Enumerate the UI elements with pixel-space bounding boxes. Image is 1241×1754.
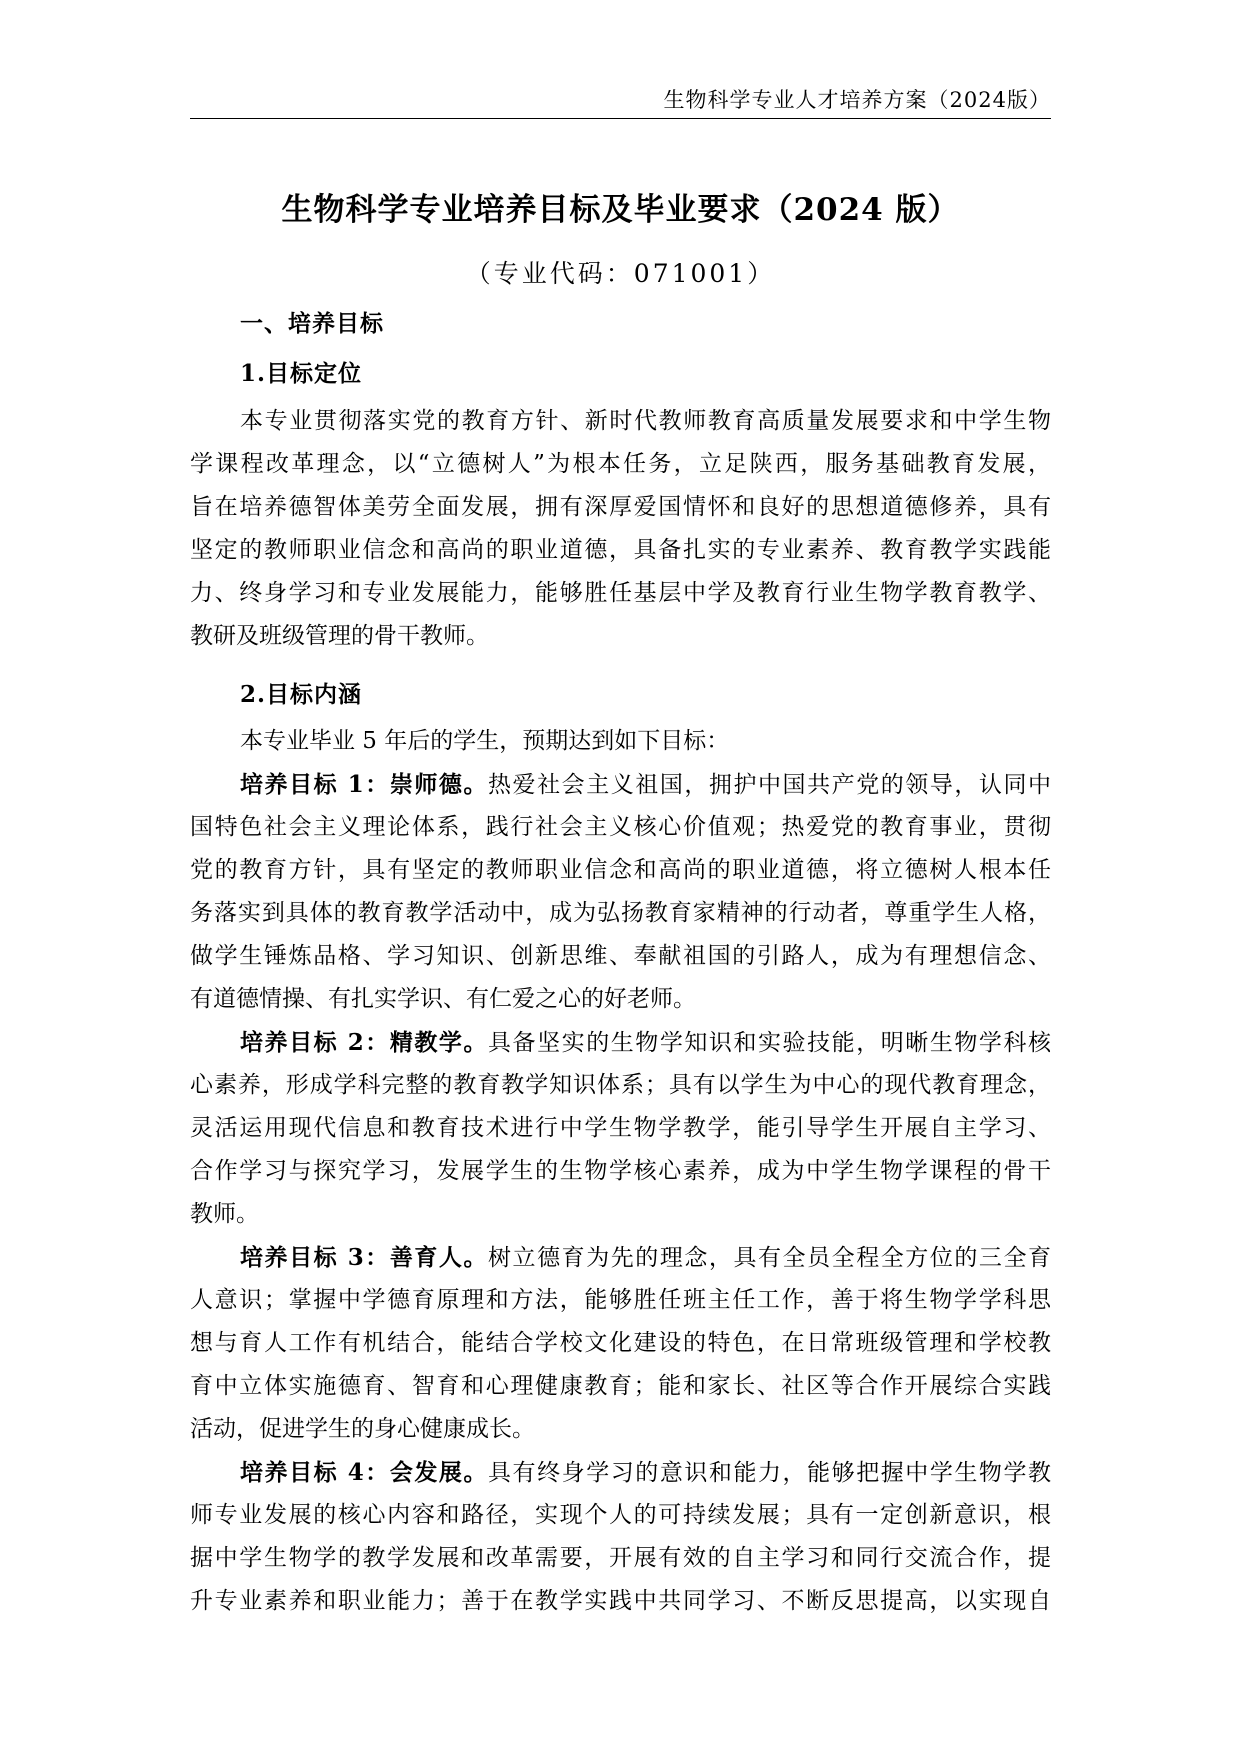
paragraph-line: 灵活运用现代信息和教育技术进行中学生物学教学，能引导学生开展自主学习、 bbox=[190, 1115, 1051, 1141]
paragraph-line: 活动，促进学生的身心健康成长。 bbox=[190, 1416, 535, 1442]
subsection-heading-goal-positioning: 1.目标定位 bbox=[240, 360, 363, 387]
goal-2-text: 具备坚实的生物学知识和实验技能，明晰生物学科核 bbox=[488, 1030, 1051, 1056]
paragraph-line: 务落实到具体的教育教学活动中，成为弘扬教育家精神的行动者，尊重学生人格， bbox=[190, 900, 1051, 926]
goal-2-first-line bbox=[190, 1021, 1051, 1064]
paragraph-line: 据中学生物学的教学发展和改革需要，开展有效的自主学习和同行交流合作，提 bbox=[190, 1545, 1051, 1571]
goals-block bbox=[190, 720, 1051, 1623]
goal-3-label: 培养目标 3：善育人。 bbox=[240, 1244, 489, 1271]
document-title: 生物科学专业培养目标及毕业要求（2024 版） bbox=[281, 192, 960, 228]
running-header: 生物科学专业人才培养方案（2024版） bbox=[663, 88, 1051, 112]
paragraph-line: 合作学习与探究学习，发展学生的生物学核心素养，成为中学生物学课程的骨干 bbox=[190, 1158, 1051, 1184]
goal-1-label: 培养目标 1：崇师德。 bbox=[240, 771, 489, 798]
paragraph-line: 人意识；掌握中学德育原理和方法，能够胜任班主任工作，善于将生物学学科思 bbox=[190, 1287, 1051, 1313]
paragraph-line: 力、终身学习和专业发展能力，能够胜任基层中学及教育行业生物学教育教学、 bbox=[190, 580, 1051, 606]
paragraph-line: 心素养，形成学科完整的教育教学知识体系；具有以学生为中心的现代教育理念， bbox=[190, 1072, 1051, 1098]
paragraph-line: 教师。 bbox=[190, 1201, 259, 1227]
goal-positioning-paragraph bbox=[190, 400, 1051, 658]
paragraph-line: 育中立体实施德育、智育和心理健康教育；能和家长、社区等合作开展综合实践 bbox=[190, 1373, 1051, 1399]
goal-1-first-line bbox=[190, 763, 1051, 806]
paragraph-line: 有道德情操、有扎实学识、有仁爱之心的好老师。 bbox=[190, 986, 696, 1012]
section-heading-training-goals: 一、培养目标 bbox=[240, 310, 384, 337]
goal-4-label: 培养目标 4：会发展。 bbox=[240, 1459, 489, 1486]
paragraph-line: 坚定的教师职业信念和高尚的职业道德，具备扎实的专业素养、教育教学实践能 bbox=[190, 537, 1051, 563]
goal-1-text: 热爱社会主义祖国，拥护中国共产党的领导，认同中 bbox=[488, 772, 1051, 798]
goal-4-text: 具有终身学习的意识和能力，能够把握中学生物学教 bbox=[488, 1460, 1051, 1486]
paragraph-line: 本专业贯彻落实党的教育方针、新时代教师教育高质量发展要求和中学生物 bbox=[240, 408, 1051, 434]
paragraph-line: 升专业素养和职业能力；善于在教学实践中共同学习、不断反思提高，以实现自 bbox=[190, 1588, 1051, 1614]
paragraph-line: 党的教育方针，具有坚定的教师职业信念和高尚的职业道德，将立德树人根本任 bbox=[190, 857, 1051, 883]
paragraph-line: 国特色社会主义理论体系，践行社会主义核心价值观；热爱党的教育事业，贯彻 bbox=[190, 814, 1051, 840]
subsection-heading-goal-connotation: 2.目标内涵 bbox=[240, 681, 363, 708]
paragraph-line: 旨在培养德智体美劳全面发展，拥有深厚爱国情怀和良好的思想道德修养，具有 bbox=[190, 494, 1051, 520]
paragraph-line: 教研及班级管理的骨干教师。 bbox=[190, 623, 489, 649]
goals-intro: 本专业毕业 5 年后的学生，预期达到如下目标： bbox=[240, 728, 730, 754]
paragraph-line: 想与育人工作有机结合，能结合学校文化建设的特色，在日常班级管理和学校教 bbox=[190, 1330, 1051, 1356]
goal-4-first-line bbox=[190, 1451, 1051, 1494]
paragraph-line: 学课程改革理念，以“立德树人”为根本任务，立足陕西，服务基础教育发展， bbox=[190, 451, 1051, 477]
major-code: （专业代码：071001） bbox=[465, 259, 776, 288]
paragraph-line: 师专业发展的核心内容和路径，实现个人的可持续发展；具有一定创新意识，根 bbox=[190, 1502, 1051, 1528]
goal-3-text: 树立德育为先的理念，具有全员全程全方位的三全育 bbox=[488, 1245, 1051, 1271]
paragraph-line: 做学生锤炼品格、学习知识、创新思维、奉献祖国的引路人，成为有理想信念、 bbox=[190, 943, 1051, 969]
goal-3-first-line bbox=[190, 1236, 1051, 1279]
goal-2-label: 培养目标 2：精教学。 bbox=[240, 1029, 489, 1056]
header-rule bbox=[190, 118, 1051, 119]
